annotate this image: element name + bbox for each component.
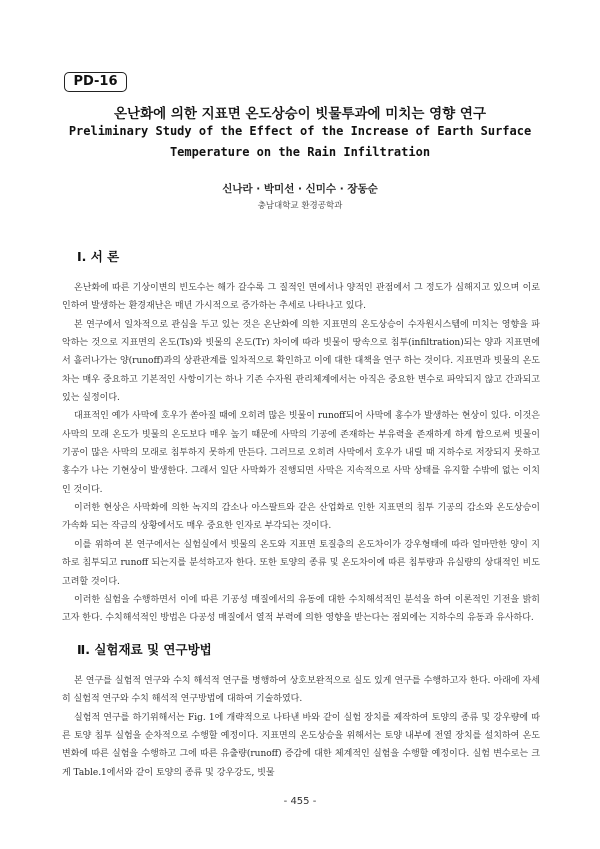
affiliation: 충남대학교 환경공학과 — [257, 201, 343, 211]
paragraph: 대표적인 예가 사막에 호우가 쏟아질 때에 오히려 많은 빗물이 runoff되어 사막에 홍수가 발생하는 현상이 있다. 이것은 사막의 모래 온도가 빗물의 온도보다 매우 높기 때문에 사막의 기공에 존재하는 부유력을 존재하게 하게 함으로써 빗물이 기공이 많은 사막의 모래로 침투하지 못하게 만든다. 그러므로 오히려 사막에서 호우가 내릴 때 지하수로 저장되지 못하고 홍수가 나는 기현상이 발생한다. 그래서 일단 사막화가 진행되면 사막은 지속적으로 사막 상태를 유지할 수밖에 없는 이치인 것이다. — [62, 411, 540, 495]
title-english-line-2: Temperature on the Rain Infiltration — [169, 145, 431, 159]
title-english-line-1: Preliminary Study of the Effect of the Increase of Earth Surface — [68, 124, 532, 138]
paper-code-badge: PD-16 — [64, 72, 127, 92]
paragraph: 이를 위하여 본 연구에서는 실험실에서 빗물의 온도와 지표면 토질층의 온도차이가 강우형태에 따라 얼마만한 양이 지하로 침투되고 runoff 되는지를 분석하고자 한다. 또한 토양의 종류 및 온도차이에 따른 침투량과 유실량의 상대적인 비도 고려할 것이다. — [62, 539, 540, 587]
author-list: 신나라 · 박미선 · 신미수 · 장동순 — [222, 183, 378, 195]
title-korean: 온난화에 의한 지표면 온도상승이 빗물투과에 미치는 영향 연구 — [114, 106, 486, 122]
paragraph: 온난화에 따른 기상이변의 빈도수는 해가 갈수록 그 질적인 면에서나 양적인 관점에서 그 정도가 심해지고 있으며 이로 인하여 발생하는 환경재난은 매년 가시적으로 증가하는 추세로 나타나고 있다. — [62, 283, 540, 312]
paragraph: 본 연구에서 일차적으로 관심을 두고 있는 것은 온난화에 의한 지표면의 온도상승이 수자원시스템에 미치는 영향을 파악하는 것으로 지표면의 온도(Ts)와 빗물의 온도(Tr) 차이에 따라 빗물이 땅속으로 침투(infiltration)되는 양과 지표면에서 흘러나가는 양(runoff)과의 상관관계를 일차적으로 확인하고 이에 대한 대책을 연구 하는 것이다. 지표면과 빗물의 온도차는 매우 중요하고 기본적인 사항이기는 하나 기존 수자원 관리체계에서는 아직은 중요한 변수로 파악되지 않고 간과되고 있는 실정이다. — [62, 319, 540, 404]
paragraph: 이러한 현상은 사막화에 의한 녹지의 감소나 아스팔트와 같은 산업화로 인한 지표면의 침투 기공의 감소와 온도상승이 가속화 되는 작금의 상황에서도 매우 중요한 인자로 부각되는 것이다. — [62, 503, 540, 532]
section-heading-introduction: Ⅰ. 서 론 — [77, 249, 120, 264]
page-number: - 455 - — [283, 796, 317, 807]
paragraph: 본 연구를 실험적 연구와 수치 해석적 연구를 병행하여 상호보완적으로 실도 있게 연구를 수행하고자 한다. 아래에 자세히 실험적 연구와 수치 해석적 연구방법에 대하여 기술하였다. — [62, 676, 540, 705]
paragraph: 실험적 연구를 하기위해서는 Fig. 1에 개략적으로 나타낸 바와 같이 실험 장치를 제작하여 토양의 종류 및 강우량에 따른 토양 침투 실험을 순차적으로 수행할 예정이다. 지표면의 온도상승을 위해서는 토양 내부에 전열 장치를 설치하여 온도 변화에 따른 실험을 수행하고 그에 따른 유출량(runoff) 증감에 대한 체계적인 실험을 수행할 예정이다. 실험 변수로는 크게 Table.1에서와 같이 토양의 종류 및 강우강도, 빗물 — [62, 712, 540, 778]
section-heading-methods: Ⅱ. 실험재료 및 연구방법 — [77, 642, 212, 657]
section-body-introduction — [62, 279, 540, 628]
paragraph: 이러한 실험을 수행하면서 이에 따른 기공성 매질에서의 유동에 대한 수치해석적인 분석을 하여 이론적인 기전을 밝히고자 한다. 수치해석적인 방법은 다공성 매질에서 열적 부력에 의한 영향을 받는다는 점외에는 지하수의 유동과 유사하다. — [62, 594, 540, 624]
section-body-methods — [62, 672, 540, 782]
